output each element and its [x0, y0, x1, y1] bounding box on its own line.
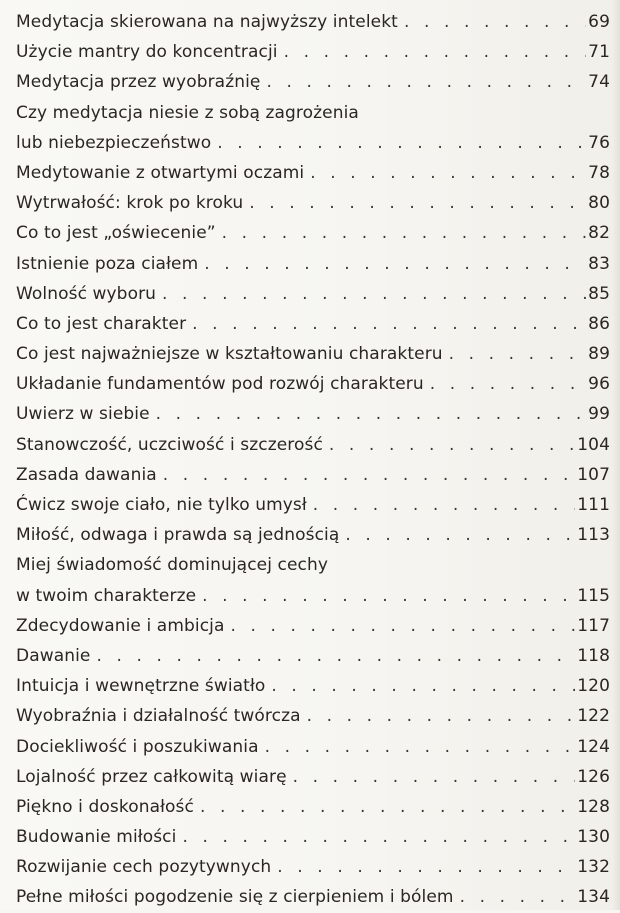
toc-entry — [16, 158, 610, 188]
toc-entry — [16, 550, 610, 610]
toc-entry-line — [16, 399, 610, 429]
toc-entry — [16, 249, 610, 279]
dot-leader — [398, 7, 586, 37]
dot-leader — [186, 309, 586, 339]
toc-entry-title: Budowanie miłości — [16, 827, 177, 848]
toc-entry-page-number: 113 — [577, 525, 610, 546]
toc-entry-title: Wolność wyboru — [16, 283, 157, 304]
toc-entry-page-number: 134 — [577, 887, 610, 908]
toc-entry-title: Miej świadomość dominującej cechy — [16, 555, 329, 576]
toc-entry-line — [16, 732, 610, 762]
page-edge-shadow — [612, 0, 620, 910]
toc-entry-line — [16, 37, 610, 67]
toc-entry-page-number: 115 — [577, 585, 610, 606]
toc-entry-title: Zdecydowanie i ambicja — [16, 615, 225, 636]
toc-entry-title: Pełne miłości pogodzenie się z cierpieniem i bólem — [16, 887, 454, 908]
toc-entry-line — [16, 822, 610, 852]
toc-entry-page-number: 99 — [588, 404, 610, 425]
dot-leader — [261, 67, 587, 97]
toc-entry-page-number: 71 — [588, 42, 610, 63]
toc-entry-line — [16, 611, 610, 641]
toc-entry-title: Co to jest „oświecenie” — [16, 223, 216, 244]
dot-leader — [211, 128, 586, 158]
dot-leader — [323, 430, 575, 460]
toc-entry — [16, 339, 610, 369]
toc-entry-page-number: 80 — [588, 193, 610, 214]
toc-entry-title: Stanowczość, uczciwość i szczerość — [16, 434, 323, 455]
dot-leader — [271, 852, 575, 882]
dot-leader — [157, 460, 575, 490]
toc-entry — [16, 98, 610, 158]
toc-entry-page-number: 107 — [577, 464, 610, 485]
toc-entry-page-number: 86 — [588, 313, 610, 334]
toc-entry-line — [16, 762, 610, 792]
dot-leader — [265, 671, 575, 701]
toc-entry — [16, 671, 610, 701]
toc-entry-line — [16, 430, 610, 460]
table-of-contents — [16, 7, 610, 913]
toc-entry-page-number: 85 — [588, 283, 610, 304]
toc-entry-page-number: 82 — [588, 223, 610, 244]
toc-entry-line — [16, 641, 610, 671]
dot-leader — [224, 611, 575, 641]
toc-entry-title: Intuicja i wewnętrzne światło — [16, 676, 266, 697]
toc-entry-page-number: 118 — [577, 645, 610, 666]
toc-entry-title: Medytowanie z otwartymi oczami — [16, 162, 305, 183]
dot-leader — [216, 218, 586, 248]
toc-entry — [16, 188, 610, 218]
toc-entry-page-number: 130 — [577, 827, 610, 848]
toc-entry-line-continued — [16, 98, 610, 128]
dot-leader — [287, 762, 576, 792]
toc-entry — [16, 822, 610, 852]
toc-entry-page-number: 122 — [577, 706, 610, 727]
toc-entry-page-number: 89 — [588, 344, 610, 365]
toc-entry-title: Co jest najważniejsze w kształtowaniu charakteru — [16, 344, 443, 365]
dot-leader — [259, 732, 576, 762]
dot-leader — [339, 520, 575, 550]
toc-entry-line — [16, 490, 610, 520]
dot-leader — [196, 581, 575, 611]
dot-leader — [194, 792, 575, 822]
toc-entry-line-continued — [16, 550, 610, 580]
toc-entry-title: Uwierz w siebie — [16, 404, 150, 425]
toc-entry-line — [16, 249, 610, 279]
toc-entry-page-number: 132 — [577, 857, 610, 878]
toc-entry — [16, 520, 610, 550]
toc-entry-title: w twoim charakterze — [16, 585, 197, 606]
toc-entry-line — [16, 369, 610, 399]
toc-entry-title: Wytrwałość: krok po kroku — [16, 193, 244, 214]
toc-entry-page-number: 128 — [577, 796, 610, 817]
toc-entry-line — [16, 309, 610, 339]
toc-entry-page-number: 74 — [588, 72, 610, 93]
toc-entry — [16, 430, 610, 460]
toc-entry-title: Zasada dawania — [16, 464, 157, 485]
toc-entry-title: Medytacja przez wyobraźnię — [16, 72, 261, 93]
toc-entry-title: Co to jest charakter — [16, 313, 187, 334]
toc-entry — [16, 218, 610, 248]
toc-entry-line — [16, 158, 610, 188]
toc-entry-line — [16, 792, 610, 822]
dot-leader — [198, 249, 586, 279]
toc-entry-title: Układanie fundamentów pod rozwój charakteru — [16, 374, 424, 395]
toc-entry-title: Dawanie — [16, 645, 91, 666]
dot-leader — [424, 369, 586, 399]
toc-entry-title: Rozwijanie cech pozytywnych — [16, 857, 272, 878]
toc-entry — [16, 67, 610, 97]
dot-leader — [156, 279, 586, 309]
toc-entry — [16, 7, 610, 37]
toc-entry — [16, 309, 610, 339]
toc-entry-page-number: 96 — [588, 374, 610, 395]
toc-entry — [16, 490, 610, 520]
toc-entry-line — [16, 218, 610, 248]
toc-entry-line — [16, 7, 610, 37]
toc-entry-title: Użycie mantry do koncentracji — [16, 42, 278, 63]
toc-entry-line — [16, 460, 610, 490]
toc-entry-page-number: 76 — [588, 132, 610, 153]
toc-entry-line — [16, 188, 610, 218]
dot-leader — [304, 158, 586, 188]
toc-entry — [16, 852, 610, 882]
toc-entry — [16, 611, 610, 641]
dot-leader — [91, 641, 576, 671]
dot-leader — [454, 882, 576, 912]
dot-leader — [150, 399, 586, 429]
toc-entry-title: Lojalność przez całkowitą wiarę — [16, 766, 287, 787]
toc-entry-page-number: 83 — [588, 253, 610, 274]
toc-entry-title: Miłość, odwaga i prawda są jednością — [16, 525, 340, 546]
toc-entry-line — [16, 671, 610, 701]
toc-entry — [16, 369, 610, 399]
toc-entry — [16, 732, 610, 762]
toc-entry-line — [16, 882, 610, 912]
toc-entry — [16, 641, 610, 671]
toc-entry-page-number: 69 — [588, 12, 610, 32]
dot-leader — [176, 822, 575, 852]
toc-entry-page-number: 117 — [577, 615, 610, 636]
toc-entry-page-number: 120 — [577, 676, 610, 697]
toc-entry-title: Istnienie poza ciałem — [16, 253, 199, 274]
toc-entry-title: Ćwicz swoje ciało, nie tylko umysł — [16, 495, 307, 515]
dot-leader — [278, 37, 587, 67]
toc-entry-page-number: 78 — [588, 162, 610, 183]
toc-entry-line — [16, 581, 610, 611]
toc-entry-line — [16, 520, 610, 550]
toc-entry — [16, 460, 610, 490]
toc-entry-line — [16, 852, 610, 882]
toc-entry — [16, 399, 610, 429]
toc-entry-title: Czy medytacja niesie z sobą zagrożenia — [16, 102, 359, 123]
toc-entry — [16, 37, 610, 67]
toc-entry — [16, 701, 610, 731]
toc-entry-line — [16, 339, 610, 369]
toc-entry-title: Medytacja skierowana na najwyższy intelekt — [16, 12, 398, 32]
toc-entry — [16, 279, 610, 309]
toc-entry — [16, 762, 610, 792]
toc-entry-page-number: 111 — [577, 495, 610, 515]
toc-entry-page-number: 126 — [577, 766, 610, 787]
toc-entry-title: Wyobraźnia i działalność twórcza — [16, 706, 301, 727]
toc-entry-page-number: 124 — [577, 736, 610, 757]
toc-entry-page-number: 104 — [577, 434, 610, 455]
toc-entry-line — [16, 279, 610, 309]
toc-entry-title: Piękno i doskonałość — [16, 796, 194, 817]
toc-entry-line — [16, 67, 610, 97]
dot-leader — [307, 490, 575, 520]
toc-entry — [16, 882, 610, 912]
toc-entry-line — [16, 701, 610, 731]
dot-leader — [443, 339, 587, 369]
toc-entry-title: lub niebezpieczeństwo — [16, 132, 212, 153]
toc-entry — [16, 792, 610, 822]
dot-leader — [243, 188, 586, 218]
toc-entry-title: Dociekliwość i poszukiwania — [16, 736, 259, 757]
dot-leader — [301, 701, 576, 731]
toc-entry-line — [16, 128, 610, 158]
